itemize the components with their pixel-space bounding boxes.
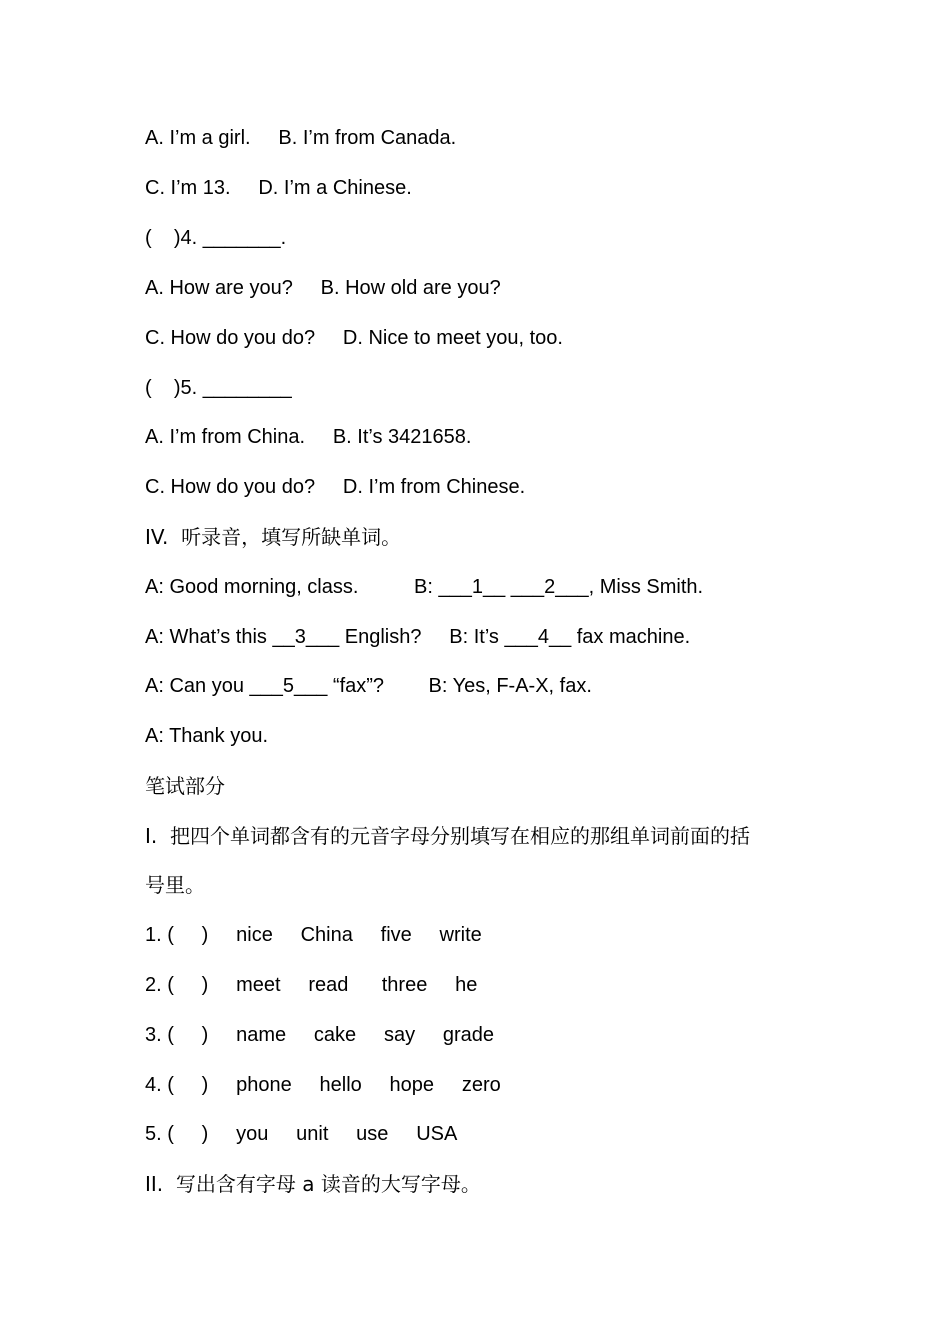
dialogue-line-4: A: Thank you. (145, 725, 269, 747)
written-i-item-1: 1. ( ) nice China five write (145, 924, 482, 946)
q5-prompt: ( )5. ________ (145, 377, 292, 399)
q5-options-ab: A. I’m from China. B. It’s 3421658. (145, 426, 472, 448)
dialogue-line-1: A: Good morning, class. B: ___1__ ___2___, Miss Smith. (145, 576, 704, 598)
written-i-item-5: 5. ( ) you unit use USA (145, 1123, 458, 1145)
written-i-item-4: 4. ( ) phone hello hope zero (145, 1074, 501, 1096)
written-section-heading: 笔试部分 (145, 774, 225, 798)
q4-options-cd: C. How do you do? D. Nice to meet you, too. (145, 327, 563, 349)
section-iv-heading: IV. 听录音，填写所缺单词。 (145, 525, 402, 549)
dialogue-line-2: A: What’s this __3___ English? B: It’s ___4__ fax machine. (145, 626, 691, 648)
q3-options-cd: C. I’m 13. D. I’m a Chinese. (145, 177, 412, 199)
q3-options-ab: A. I’m a girl. B. I’m from Canada. (145, 127, 457, 149)
written-i-item-3: 3. ( ) name cake say grade (145, 1024, 495, 1046)
written-ii-instruction: II. 写出含有字母 a 读音的大写字母。 (145, 1172, 481, 1196)
written-i-instruction-cont: 号里。 (145, 873, 205, 897)
q5-options-cd: C. How do you do? D. I’m from Chinese. (145, 476, 526, 498)
written-i-item-2: 2. ( ) meet read three he (145, 974, 478, 996)
q4-options-ab: A. How are you? B. How old are you? (145, 277, 501, 299)
q4-prompt: ( )4. _______. (145, 227, 287, 249)
dialogue-line-3: A: Can you ___5___ “fax”? B: Yes, F-A-X, fax. (145, 675, 592, 697)
written-i-instruction: I. 把四个单词都含有的元音字母分别填写在相应的那组单词前面的括 (145, 824, 750, 848)
